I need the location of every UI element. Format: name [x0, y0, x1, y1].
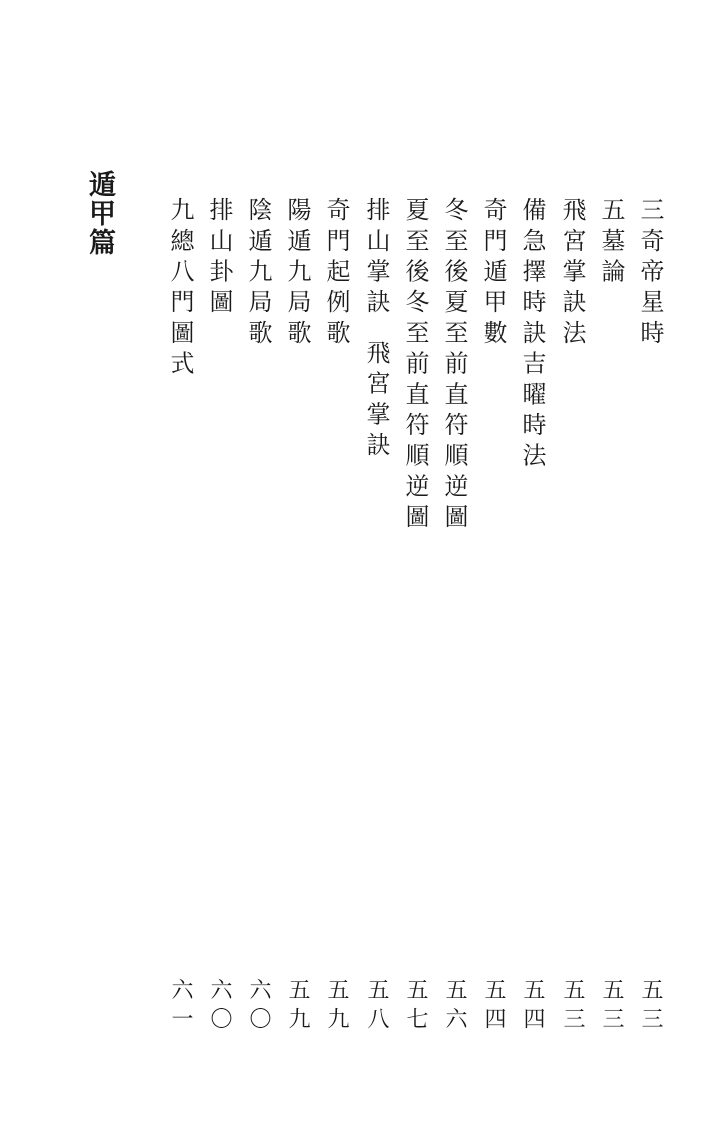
toc-entry-title: 排山卦圖: [205, 197, 233, 320]
toc-page-number: 五九: [324, 978, 349, 1036]
toc-entry-title-extra: 飛宮掌訣: [362, 339, 390, 463]
toc-entry-title: 備急擇時訣吉曜時法: [518, 197, 546, 474]
toc-page-number: 五七: [403, 978, 428, 1036]
toc-page-number: 六〇: [207, 978, 232, 1036]
toc-page-number: 五三: [638, 978, 663, 1036]
toc-page-number: 五八: [364, 978, 389, 1036]
toc-entry-title: 夏至後冬至前直符順逆圖: [401, 197, 429, 535]
toc-page-number: 五三: [560, 978, 585, 1036]
toc-page-number: 五四: [481, 978, 506, 1036]
toc-entry-title: 三奇帝星時: [636, 197, 664, 351]
toc-entry-title: 排山掌訣: [362, 197, 390, 320]
toc-entry-title-group: [364, 197, 388, 463]
toc-entry-title: 五墓論: [597, 197, 625, 290]
toc-page-number: 五三: [599, 978, 624, 1036]
toc-entry-title: 奇門起例歌: [322, 197, 350, 351]
toc-entry-title: 陰遁九局歌: [244, 197, 272, 351]
toc-page-number: 五九: [285, 978, 310, 1036]
toc-entry-title: 飛宮掌訣法: [558, 197, 586, 351]
toc-page-number: 五四: [520, 978, 545, 1036]
toc-entry-title: 陽遁九局歌: [283, 197, 311, 351]
toc-entry-title: 奇門遁甲數: [479, 197, 507, 351]
section-title: 遁甲篇: [84, 170, 115, 257]
toc-page-number: 六一: [168, 978, 193, 1036]
toc-entry-title: 冬至後夏至前直符順逆圖: [440, 197, 468, 535]
toc-page-number: 六〇: [246, 978, 271, 1036]
toc-page-number: 五六: [442, 978, 467, 1036]
toc-entry-title: 九總八門圖式: [166, 197, 194, 382]
